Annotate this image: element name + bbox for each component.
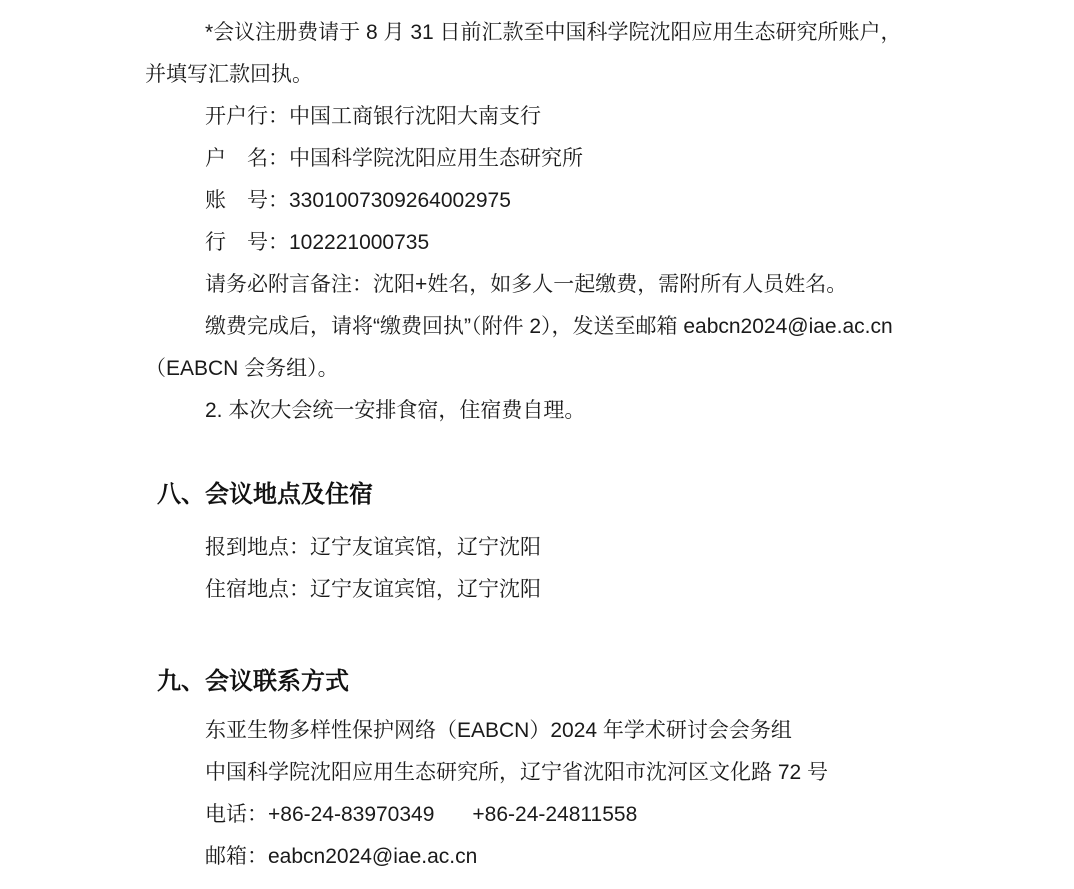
bank-branch-label: 开户行：: [205, 105, 289, 128]
remark-note-line: 请务必附言备注：沈阳+姓名，如多人一起缴费，需附所有人员姓名。: [205, 273, 848, 296]
lodging-location-label: 住宿地点：: [205, 578, 310, 601]
email-row: [145, 836, 932, 878]
phone-number-1: +86-24-83970349: [268, 803, 435, 826]
phone-number-2: +86-24-24811558: [472, 803, 638, 826]
payment-note-line2: 并填写汇款回执。: [145, 63, 313, 86]
section9-heading: 九、会议联系方式: [157, 668, 349, 695]
account-number-row: [145, 180, 932, 222]
account-name-row: [145, 138, 932, 180]
lodging-location-row: [145, 569, 932, 611]
section8-heading: 八、会议地点及住宿: [157, 481, 373, 508]
bank-code-label: 行 号：: [205, 231, 289, 254]
receipt-note-line1: 缴费完成后，请将“缴费回执”（附件 2），发送至邮箱 eabcn2024@iae.ac.cn: [205, 315, 893, 338]
address-line: 中国科学院沈阳应用生态研究所，辽宁省沈阳市沈河区文化路 72 号: [205, 761, 829, 784]
bank-branch-row: [145, 96, 932, 138]
bank-branch-value: 中国工商银行沈阳大南支行: [289, 105, 541, 128]
organizer-line: 东亚生物多样性保护网络（EABCN）2024 年学术研讨会会务组: [205, 719, 792, 742]
bank-code-value: 102221000735: [289, 231, 430, 254]
email-value: eabcn2024@iae.ac.cn: [268, 845, 478, 868]
checkin-location-label: 报到地点：: [205, 536, 310, 559]
account-name-value: 中国科学院沈阳应用生态研究所: [289, 147, 583, 170]
checkin-location-value: 辽宁友谊宾馆，辽宁沈阳: [310, 536, 541, 559]
lodging-location-value: 辽宁友谊宾馆，辽宁沈阳: [310, 578, 541, 601]
account-number-value: 3301007309264002975: [289, 189, 511, 212]
bank-code-row: [145, 222, 932, 264]
account-name-label: 户 名：: [205, 147, 289, 170]
checkin-location-row: [145, 527, 932, 569]
payment-note-line1: *会议注册费请于 8 月 31 日前汇款至中国科学院沈阳应用生态研究所账户，: [205, 21, 902, 44]
receipt-note-line2: （EABCN 会务组）。: [145, 357, 339, 380]
account-number-label: 账 号：: [205, 189, 289, 212]
phone-row: [145, 794, 932, 836]
accommodation-note-line: 2. 本次大会统一安排食宿，住宿费自理。: [205, 399, 586, 422]
phone-label: 电话：: [205, 803, 268, 826]
email-label: 邮箱：: [205, 845, 268, 868]
